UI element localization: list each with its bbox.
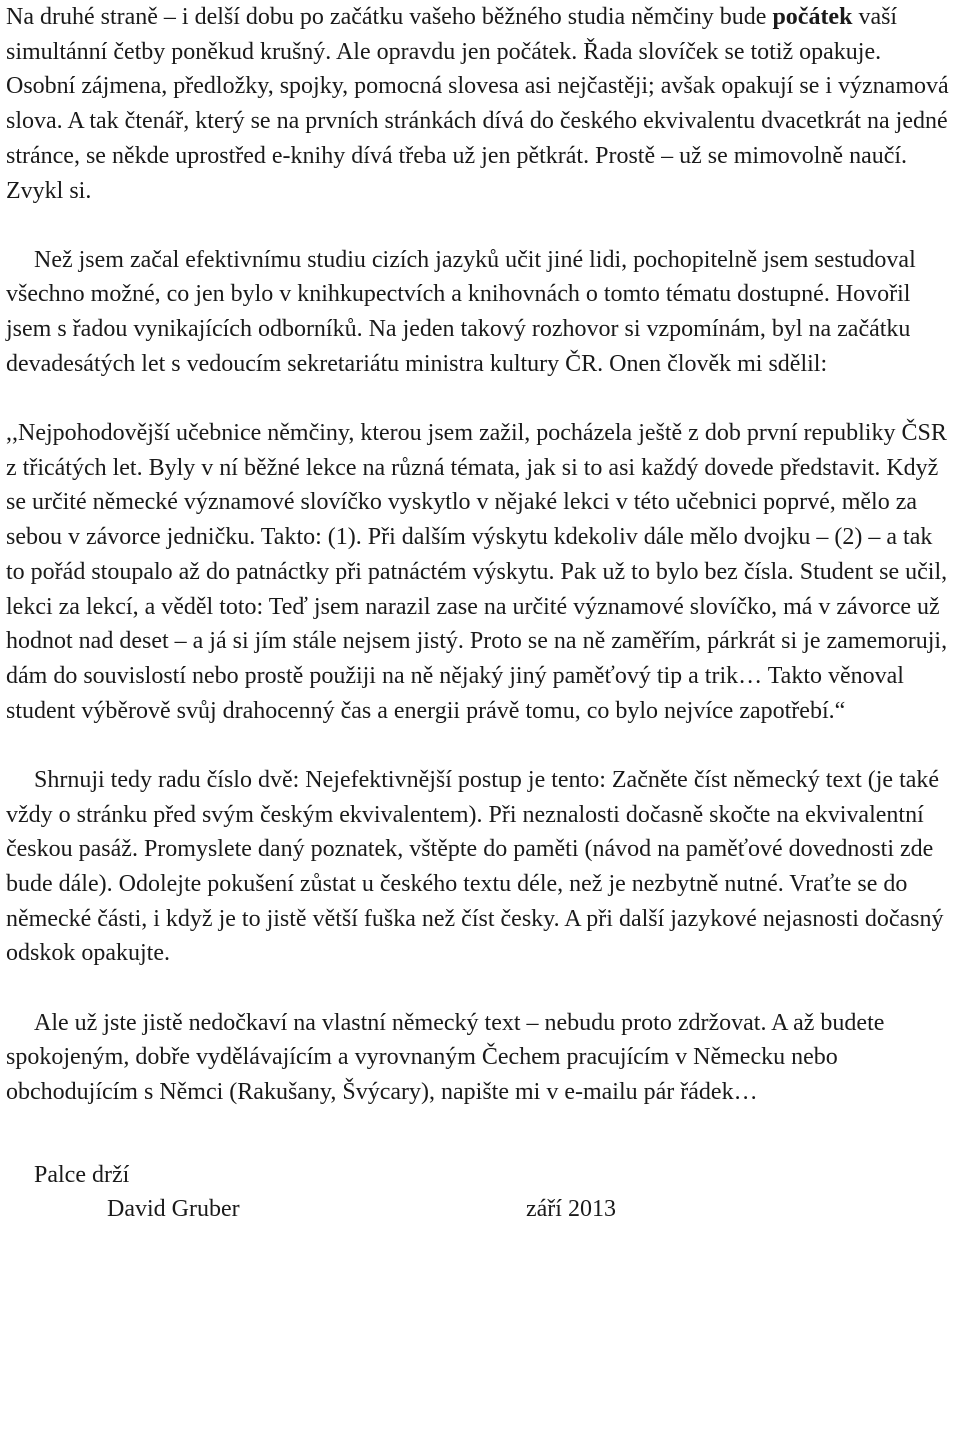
paragraph-closing: Ale už jste jistě nedočkaví na vlastní německý text – nebudu proto zdržovat. A až budete spokojeným, dobře vydělávajícím a vyrovnaným Čechem pracujícím v Německu nebo obchodujícím s Němci (Rakušany, Švýcary), napište mi v e-mailu pár řádek… [6,1009,885,1105]
signature-row [6,1192,956,1228]
paragraph-text: Na druhé straně – i delší dobu po začátku vašeho běžného studia němčiny bude [6,4,773,30]
closing-greeting: Palce drží [34,1161,130,1188]
paragraph-text: vaší simultánní četby poněkud krušný. Ale opravdu jen počátek. Řada slovíček se totiž opakuje. Osobní zájmena, předložky, spojky, pomocná slovesa asi nejčastěji; avšak opakují se i významová slova. A tak čtenář, který se na prvních stránkách dívá do českého ekvivalentu dvacetkrát na jedné stránce, se někde uprostřed e-knihy dívá třeba už jen pětkrát. Prostě – už se mimovolně naučí. Zvykl si. [6,4,949,204]
paragraph-experts: Než jsem začal efektivnímu studiu cizích jazyků učit jiné lidi, pochopitelně jsem sestudoval všechno možné, co jen bylo v knihkupectvích a knihovnách o tomto tématu dostupné. Hovořil jsem s řadou vynikajících odborníků. Na jeden takový rozhovor si vzpomínám, byl na začátku devadesátých let s vedoucím sekretariátu ministra kultury ČR. Onen člověk mi sdělil: [6,246,916,377]
paragraph-summary: Shrnuji tedy radu číslo dvě: Nejefektivnější postup je tento: Začněte číst německý text (je také vždy o stránku před svým českým ekvivalentem). Při neznalosti dočasně skočte na ekvivalentní českou pasáž. Promyslete daný poznatek, vštěpte do paměti (návod na paměťové dovednosti zde bude dále). Odolejte pokušení zůstat u českého textu déle, než je nezbytně nutné. Vraťte se do německé části, i když je to jistě větší fuška než číst česky. A při další jazykové nejasnosti dočasný odskok opakujte. [6,766,944,967]
bold-word: počátek [772,4,853,30]
paragraph-simultaneous-reading [6,0,956,208]
author-name: David Gruber [107,1196,240,1223]
paragraph-quote: ,,Nejpohodovější učebnice němčiny, kterou jsem zažil, pocházela ještě z dob první republiky ČSR z třicátých let. Byly v ní běžné lekce na různá témata, jak si to asi každý dovede představit. Když se určité německé významové slovíčko vyskytlo v nějaké lekci v této učebnici poprvé, mělo za sebou v závorce jedničku. Takto: (1). Při dalším výskytu kdekoliv dále mělo dvojku – (2) – a tak to pořád stoupalo až do patnáctky při patnáctém výskytu. Pak už to bylo bez čísla. Student se učil, lekci za lekcí, a věděl toto: Teď jsem narazil zase na určité významové slovíčko, má v závorce už hodnot nad deset – a já si jím stále nejsem jistý. Proto se na ně zaměřím, párkrát si je zamemoruji, dám do souvislostí nebo prostě použiji na ně nějaký jiný paměťový tip a trik… Takto věnoval student výběrově svůj drahocenný čas a energii právě tomu, co bylo nejvíce zapotřebí.“ [6,420,948,724]
signature-date: září 2013 [526,1196,616,1223]
